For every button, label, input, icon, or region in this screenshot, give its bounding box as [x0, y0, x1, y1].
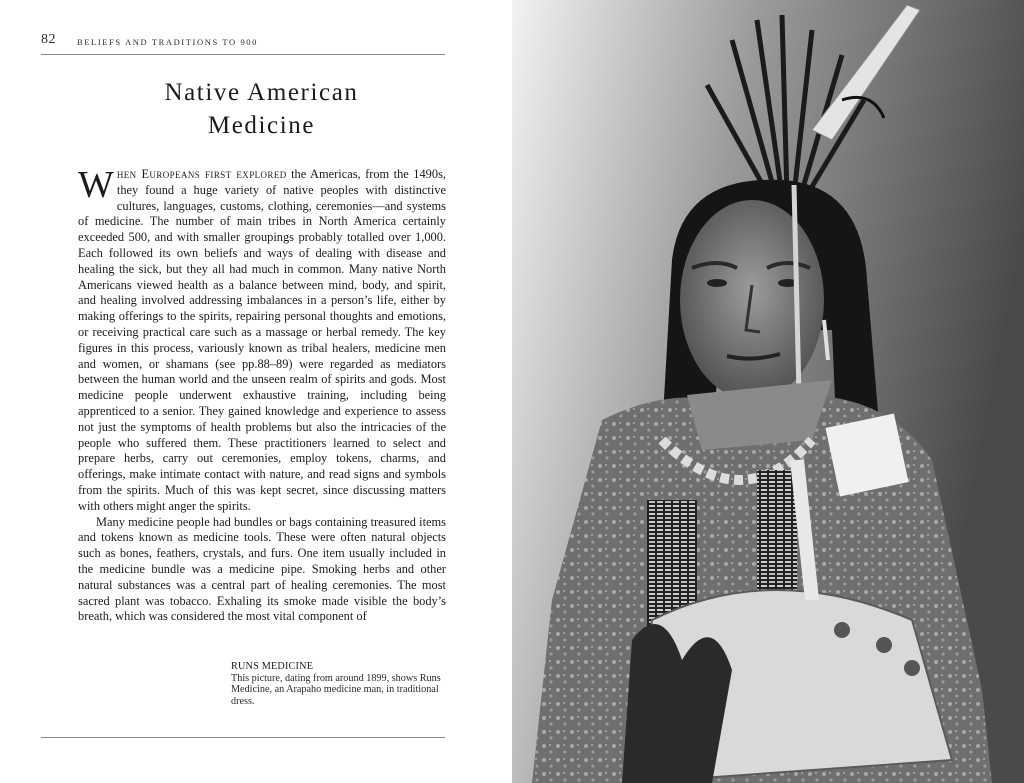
page-header [41, 32, 445, 55]
caption-text: This picture, dating from around 1899, shows Runs Medicine, an Arapaho medicine man, in traditional dress. [231, 672, 441, 707]
photo-caption [231, 661, 447, 707]
portrait-illustration [512, 0, 1024, 783]
article-body [78, 164, 446, 625]
fur-trim [622, 624, 732, 783]
caption-title: RUNS MEDICINE [231, 661, 314, 672]
portrait-photo [512, 0, 1024, 783]
running-head: BELIEFS AND TRADITIONS TO 900 [77, 37, 258, 47]
face [680, 200, 824, 400]
left-eye [707, 279, 727, 287]
bag-stud-2 [876, 637, 892, 653]
paragraph-1 [78, 164, 446, 515]
title-line-2: Medicine [207, 112, 316, 139]
drop-cap: W [78, 164, 114, 206]
title-line-1: Native American [164, 79, 359, 106]
footer-rule [41, 737, 445, 738]
article-title [41, 76, 482, 142]
token-card [825, 413, 908, 496]
lead-in: hen Europeans first explored [116, 167, 287, 181]
bag-stud-1 [834, 622, 850, 638]
bag-stud-3 [904, 660, 920, 676]
beaded-strip-2 [757, 470, 797, 600]
page-number: 82 [41, 32, 56, 47]
paragraph-1-text: the Americas, from the 1490s, they found a huge variety of native peoples with distinctive cultures, languages, customs, clothing, ceremonies—and systems of medicine. The number of main tribes in North America certainly exceeded 500, and with smaller groupings probably totalled over 1,000. Each followed its own beliefs and ways of dealing with disease and healing the sick, but they all had much in common. Many native North Americans viewed health as a balance between mind, body, and spirit, and healing involved addressing imbalances in a person’s life, either by making offerings to the spirits, repairing personal thoughts and emotions, or receiving practical care such as a massage or herbal remedy. The key figures in this process, variously known as tribal healers, medicine men and women, or shamans (see pp.88–89) were regarded as mediators between the human world and the unseen realm of spirits and gods. Most medicine people underwent exhaustive training, including being apprenticed to a senior. They gained knowledge and experience to assess not just the symptoms of health problems but also the intricacies of the people who suffered them. These practitioners learned to select and prepare herbs, carry out ceremonies, employ tokens, charms, and offerings, make intimate contact with nature, and read signs and symbols from the spirits. Much of this was kept secret, since discussing matters with others might anger the spirits. [78, 167, 446, 513]
paragraph-2: Many medicine people had bundles or bags containing treasured items and tokens known as medicine tools. These were often natural objects such as bones, feathers, crystals, and furs. One item usually included in the medicine bundle was a medicine pipe. Smoking herbs and other natural substances was a central part of healing ceremonies. The most sacred plant was tobacco. Exhaling its smoke made visible the body’s breath, which was considered the most vital component of [78, 514, 446, 624]
